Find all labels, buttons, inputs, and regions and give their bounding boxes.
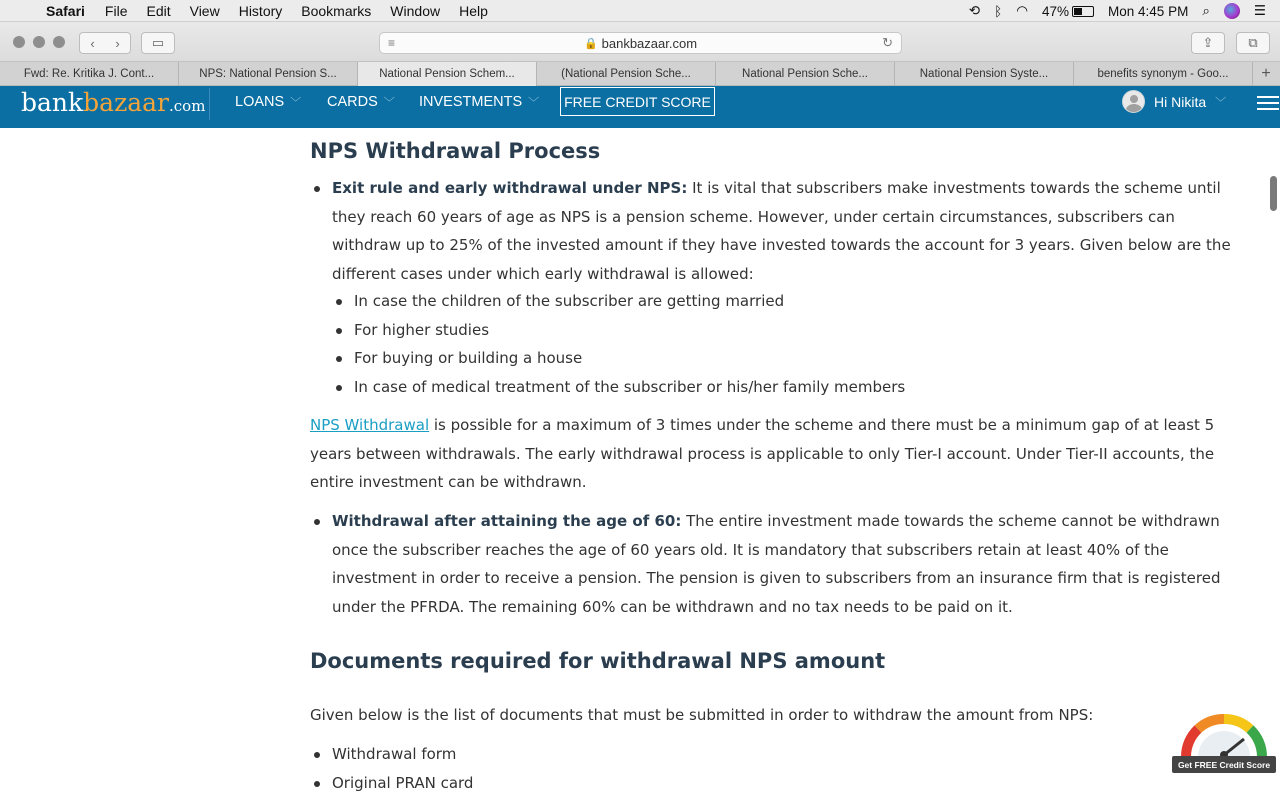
url-text: bankbazaar.com [601, 35, 698, 51]
macos-menu-bar [0, 0, 1280, 22]
nav-loans[interactable] [235, 94, 301, 110]
nav-loans-label: LOANS [235, 94, 285, 110]
menu-app-name[interactable]: Safari [46, 2, 85, 19]
list-item: In case the children of the subscriber are getting married [332, 287, 1232, 316]
list-item [310, 507, 1245, 622]
chevron-down-icon: ﹀ [290, 97, 302, 109]
section-heading: NPS Withdrawal Process [310, 139, 601, 163]
notification-center-icon[interactable]: ☰ [1253, 3, 1266, 18]
zoom-window-button[interactable] [53, 36, 65, 48]
paragraph [310, 411, 1230, 497]
chevron-down-icon: ﹀ [528, 97, 540, 109]
menu-file[interactable]: File [104, 2, 128, 19]
back-icon[interactable]: ‹ [90, 35, 95, 51]
battery-indicator[interactable] [1042, 4, 1094, 19]
section-heading: Documents required for withdrawal NPS amount [310, 649, 886, 673]
list-item: In case of medical treatment of the subscriber or his/her family members [332, 373, 1232, 402]
lock-icon: 🔒 [583, 37, 598, 50]
wifi-icon[interactable]: ◠ [1016, 3, 1028, 18]
show-tabs-button[interactable] [1236, 32, 1270, 54]
after-60-title: Withdrawal after attaining the age of 60: [332, 512, 682, 530]
withdrawal-after-60-list [310, 507, 1245, 622]
browser-tab[interactable]: (National Pension Sche... [537, 62, 716, 86]
share-icon: ⇪ [1202, 35, 1214, 50]
credit-score-widget-label: Get FREE Credit Score [1172, 756, 1276, 773]
nav-investments[interactable] [419, 94, 539, 110]
logo-text-2: bazaar [83, 88, 170, 117]
list-item [310, 174, 1245, 289]
new-tab-button[interactable] [1253, 62, 1279, 85]
reader-icon[interactable]: ≡ [388, 36, 396, 50]
browser-tab[interactable]: benefits synonym - Goo... [1074, 62, 1253, 86]
sidebar-toggle-button[interactable] [141, 32, 175, 54]
header-divider [209, 88, 210, 120]
spotlight-icon[interactable]: ⌕ [1202, 3, 1210, 18]
menu-window[interactable]: Window [390, 2, 441, 19]
share-button[interactable] [1191, 32, 1225, 54]
withdrawal-rules-list [310, 174, 1245, 289]
status-area [969, 0, 1280, 22]
browser-tab-active[interactable]: National Pension Schem... [358, 62, 537, 86]
browser-tab[interactable]: Fwd: Re. Kritika J. Cont... [0, 62, 179, 86]
close-window-button[interactable] [13, 36, 25, 48]
chevron-down-icon: ﹀ [383, 97, 395, 109]
sidebar-icon: ▭ [151, 35, 165, 50]
hamburger-menu-icon[interactable] [1257, 96, 1279, 114]
browser-tab[interactable]: National Pension Sche... [716, 62, 895, 86]
chevron-down-icon: ﹀ [1215, 96, 1227, 109]
menu-history[interactable]: History [238, 2, 283, 19]
browser-tab[interactable]: National Pension Syste... [895, 62, 1074, 86]
user-greeting: Hi Nikita [1154, 93, 1207, 110]
exit-rule-title: Exit rule and early withdrawal under NPS: [332, 179, 688, 197]
menu-edit[interactable]: Edit [146, 2, 171, 19]
exit-rule-text: It is vital that subscribers make investments towards the scheme until they reach 60 years of age as NPS is a pension scheme. However, under certain circumstances, subscribers can withdraw up to 25% of the invested amount if they have invested towards the account for 3 years. Given below are the different cases under which early withdrawal is allowed: [332, 179, 1231, 284]
time-machine-icon[interactable]: ⟲ [968, 3, 981, 18]
logo-text-1: bank [21, 88, 84, 117]
credit-score-widget[interactable] [1172, 709, 1276, 773]
tab-bar [0, 62, 1280, 86]
user-menu[interactable] [1122, 90, 1226, 113]
minimize-window-button[interactable] [33, 36, 45, 48]
nps-withdrawal-link[interactable]: NPS Withdrawal [310, 416, 430, 434]
window-controls [13, 36, 65, 48]
site-logo[interactable] [21, 88, 205, 117]
battery-icon [1072, 6, 1094, 17]
siri-icon[interactable] [1224, 3, 1240, 19]
site-header [0, 86, 1280, 128]
nav-investments-label: INVESTMENTS [419, 94, 523, 110]
avatar [1122, 90, 1145, 113]
nav-cards[interactable] [327, 94, 395, 110]
list-item: For buying or building a house [332, 344, 1232, 373]
reload-icon[interactable]: ↻ [882, 35, 893, 50]
menu-help[interactable]: Help [459, 2, 488, 19]
list-item: For higher studies [332, 316, 1232, 345]
menu-view[interactable]: View [189, 2, 220, 19]
early-withdrawal-cases [332, 287, 1232, 402]
address-bar[interactable] [379, 32, 902, 54]
battery-percent: 47% [1042, 3, 1070, 19]
paragraph: Given below is the list of documents that must be submitted in order to withdraw the amount from NPS: [310, 706, 1094, 724]
browser-tab[interactable]: NPS: National Pension S... [179, 62, 358, 86]
list-item: Original PRAN card [310, 769, 910, 798]
back-forward-group [79, 32, 131, 54]
nav-cards-label: CARDS [327, 94, 378, 110]
logo-text-suffix: .com [169, 97, 206, 115]
bluetooth-icon[interactable]: ᛒ [994, 3, 1003, 19]
page-content [0, 128, 1280, 800]
list-item: Withdrawal form [310, 740, 910, 769]
menu-bookmarks[interactable]: Bookmarks [301, 2, 372, 19]
after-60-text: The entire investment made towards the scheme cannot be withdrawn once the subscriber reaches the age of 60 years old. It is mandatory that subscribers retain at least 40% of the investment in order to receive a pension. The pension is given to subscribers from an insurance firm that is registered under the PFRDA. The remaining 60% can be withdrawn and no tax needs to be paid on it. [332, 512, 1221, 617]
scrollbar-thumb[interactable] [1270, 176, 1277, 211]
free-credit-score-button[interactable]: FREE CREDIT SCORE [560, 87, 715, 116]
clock[interactable]: Mon 4:45 PM [1108, 3, 1189, 19]
documents-list [310, 740, 910, 797]
paragraph-text: is possible for a maximum of 3 times under the scheme and there must be a minimum gap of at least 5 years between withdrawals. The early withdrawal process is applicable to only Tier-I account. Under Tier-II accounts, the entire investment can be withdrawn. [310, 416, 1215, 491]
forward-icon[interactable]: › [115, 35, 120, 51]
browser-toolbar [0, 22, 1280, 62]
plus-icon: + [1261, 64, 1271, 82]
tabs-overview-icon: ⧉ [1248, 35, 1258, 50]
speedometer-icon [1172, 709, 1276, 759]
